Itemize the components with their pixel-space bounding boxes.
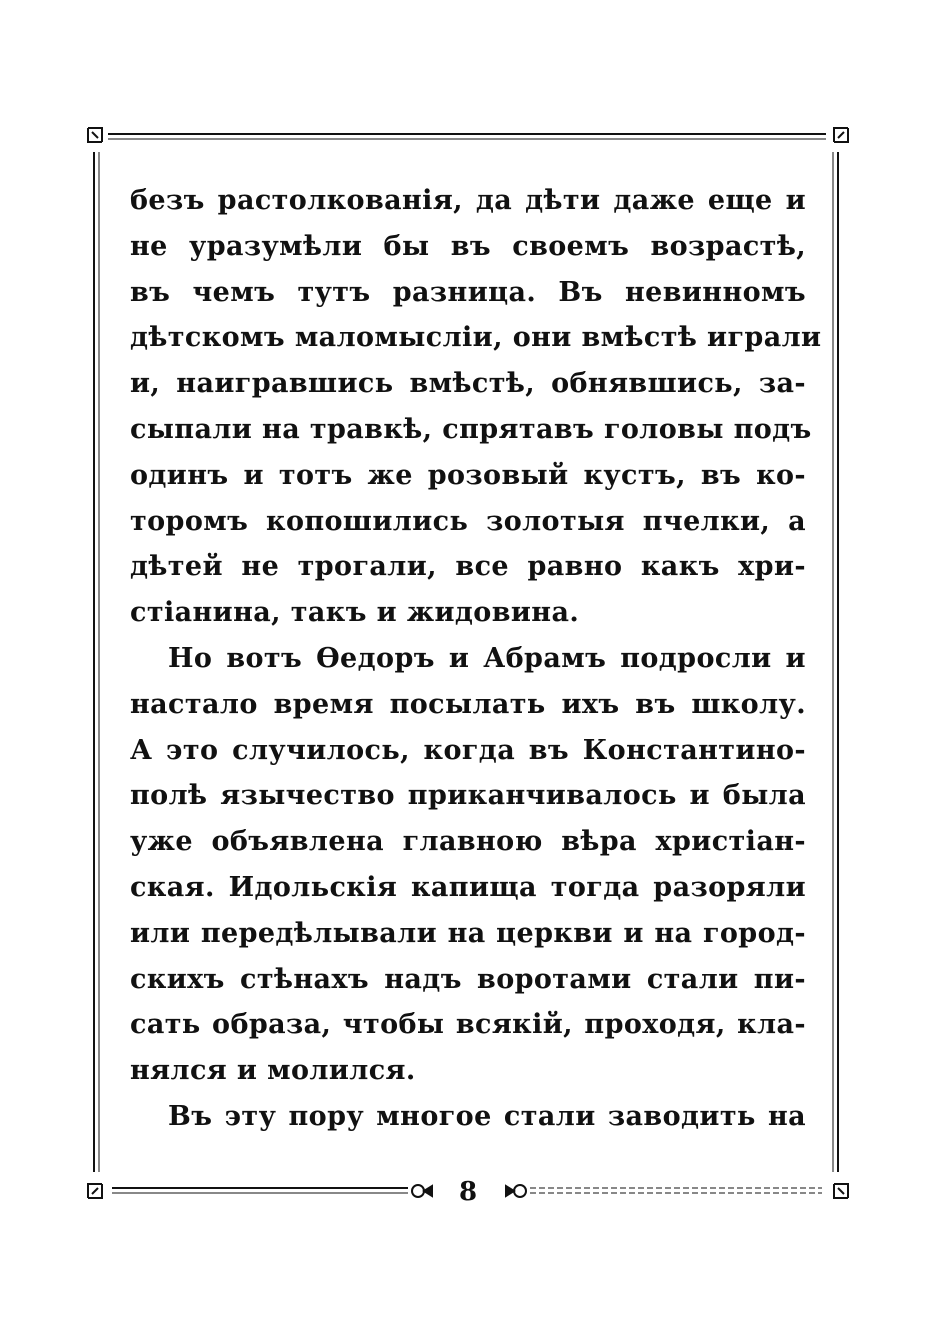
text-line: дѣтей не трогали, все равно какъ хри- — [130, 551, 806, 583]
text-line: торомъ копошились золотыя пчелки, а — [130, 505, 806, 537]
text-line: нялся и молился. — [130, 1055, 416, 1087]
page-number: 8 — [458, 1177, 478, 1207]
text-line: Въ эту пору многое стали заводить на — [168, 1100, 806, 1132]
text-line: не уразумѣли бы въ своемъ возрастѣ, — [130, 230, 806, 262]
body-text — [130, 178, 822, 1140]
text-line: стіанина, такъ и жидовина. — [130, 597, 580, 629]
text-line: настало время посылать ихъ въ школу. — [130, 688, 806, 720]
text-line: А это случилось, когда въ Константино- — [130, 734, 806, 766]
text-line: полѣ язычество приканчивалось и была — [130, 780, 806, 812]
text-line: безъ растолкованія, да дѣти даже еще и — [130, 185, 806, 216]
text-line: Но вотъ Ѳедоръ и Абрамъ подросли и — [168, 642, 806, 674]
text-line: уже объявлена главною вѣра христіан- — [130, 826, 806, 858]
text-line: въ чемъ тутъ разница. Въ невинномъ — [130, 276, 806, 308]
text-line: ская. Идольскія капища тогда разоряли — [130, 871, 806, 903]
text-line: сать образа, чтобы всякій, проходя, кла- — [130, 1009, 806, 1041]
text-line: дѣтскомъ маломысліи, они вмѣстѣ играли — [130, 322, 822, 354]
text-line: одинъ и тотъ же розовый кустъ, въ ко- — [130, 459, 806, 491]
text-line: или передѣлывали на церкви и на город- — [130, 917, 806, 949]
text-line: сыпали на травкѣ, спрятавъ головы подъ — [130, 413, 812, 445]
text-line: скихъ стѣнахъ надъ воротами стали пи- — [130, 963, 806, 995]
text-line: и, наигравшись вмѣстѣ, обнявшись, за- — [130, 368, 806, 400]
